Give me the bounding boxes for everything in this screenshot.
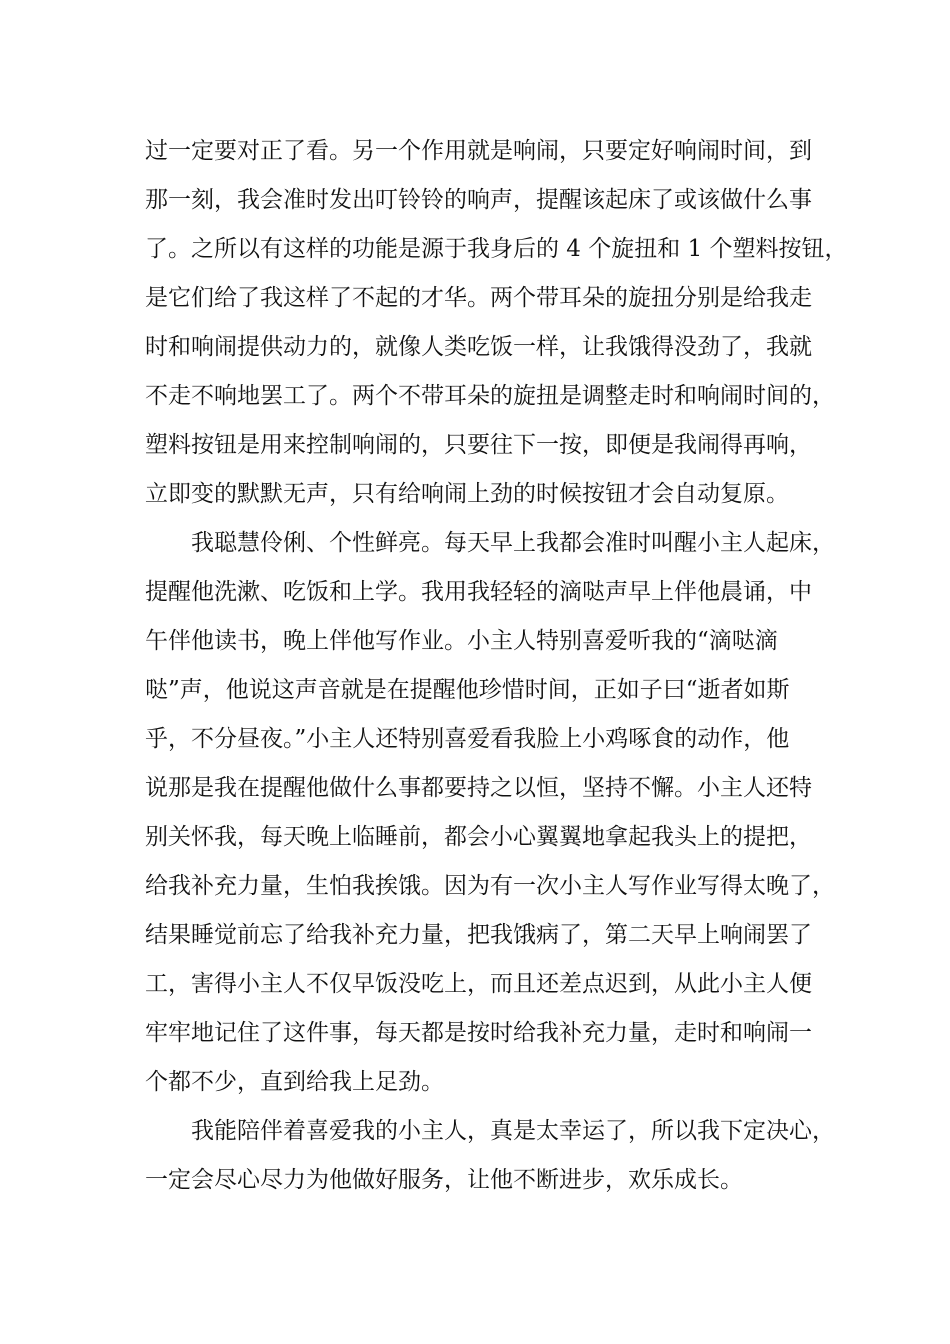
text-line: 工，害得小主人不仅早饭没吃上，而且还差点迟到，从此小主人便 bbox=[145, 971, 812, 997]
text-line: 那一刻，我会准时发出叮铃铃的响声，提醒该起床了或该做什么事 bbox=[145, 187, 812, 213]
text-line: 塑料按钮是用来控制响闹的，只要往下一按，即便是我闹得再响， bbox=[145, 432, 812, 458]
text-line: 立即变的默默无声，只有给响闹上劲的时候按钮才会自动复原。 bbox=[145, 481, 789, 507]
text-line: 过一定要对正了看。另一个作用就是响闹，只要定好响闹时间，到 bbox=[145, 138, 812, 164]
text-line: 牢牢地记住了这件事，每天都是按时给我补充力量，走时和响闹一 bbox=[145, 1020, 812, 1046]
text-line: 我能陪伴着喜爱我的小主人，真是太幸运了，所以我下定决心， bbox=[191, 1118, 835, 1144]
text-line: 一定会尽心尽力为他做好服务，让他不断进步，欢乐成长。 bbox=[145, 1167, 743, 1193]
text-line: 了。之所以有这样的功能是源于我身后的 4 个旋扭和 1 个塑料按钮， bbox=[145, 236, 848, 262]
text-line: 个都不少，直到给我上足劲。 bbox=[145, 1069, 444, 1095]
text-line: 是它们给了我这样了不起的才华。两个带耳朵的旋扭分别是给我走 bbox=[145, 285, 812, 311]
text-line: 乎，不分昼夜。”小主人还特别喜爱看我脸上小鸡啄食的动作，他 bbox=[145, 726, 790, 752]
text-line: 提醒他洗漱、吃饭和上学。我用我轻轻的滴哒声早上伴他晨诵，中 bbox=[145, 579, 812, 605]
text-line: 午伴他读书，晚上伴他写作业。小主人特别喜爱听我的“滴哒滴 bbox=[145, 628, 778, 654]
text-line: 我聪慧伶俐、个性鲜亮。每天早上我都会准时叫醒小主人起床， bbox=[191, 530, 835, 556]
text-line: 时和响闹提供动力的，就像人类吃饭一样，让我饿得没劲了，我就 bbox=[145, 334, 812, 360]
text-line: 哒”声，他说这声音就是在提醒他珍惜时间，正如子曰“逝者如斯 bbox=[145, 677, 790, 703]
text-line: 别关怀我，每天晚上临睡前，都会小心翼翼地拿起我头上的提把， bbox=[145, 824, 812, 850]
text-line: 说那是我在提醒他做什么事都要持之以恒，坚持不懈。小主人还特 bbox=[145, 775, 812, 801]
text-line: 不走不响地罢工了。两个不带耳朵的旋扭是调整走时和响闹时间的， bbox=[145, 383, 835, 409]
text-line: 结果睡觉前忘了给我补充力量，把我饿病了，第二天早上响闹罢了 bbox=[145, 922, 812, 948]
text-line: 给我补充力量，生怕我挨饿。因为有一次小主人写作业写得太晚了， bbox=[145, 873, 835, 899]
